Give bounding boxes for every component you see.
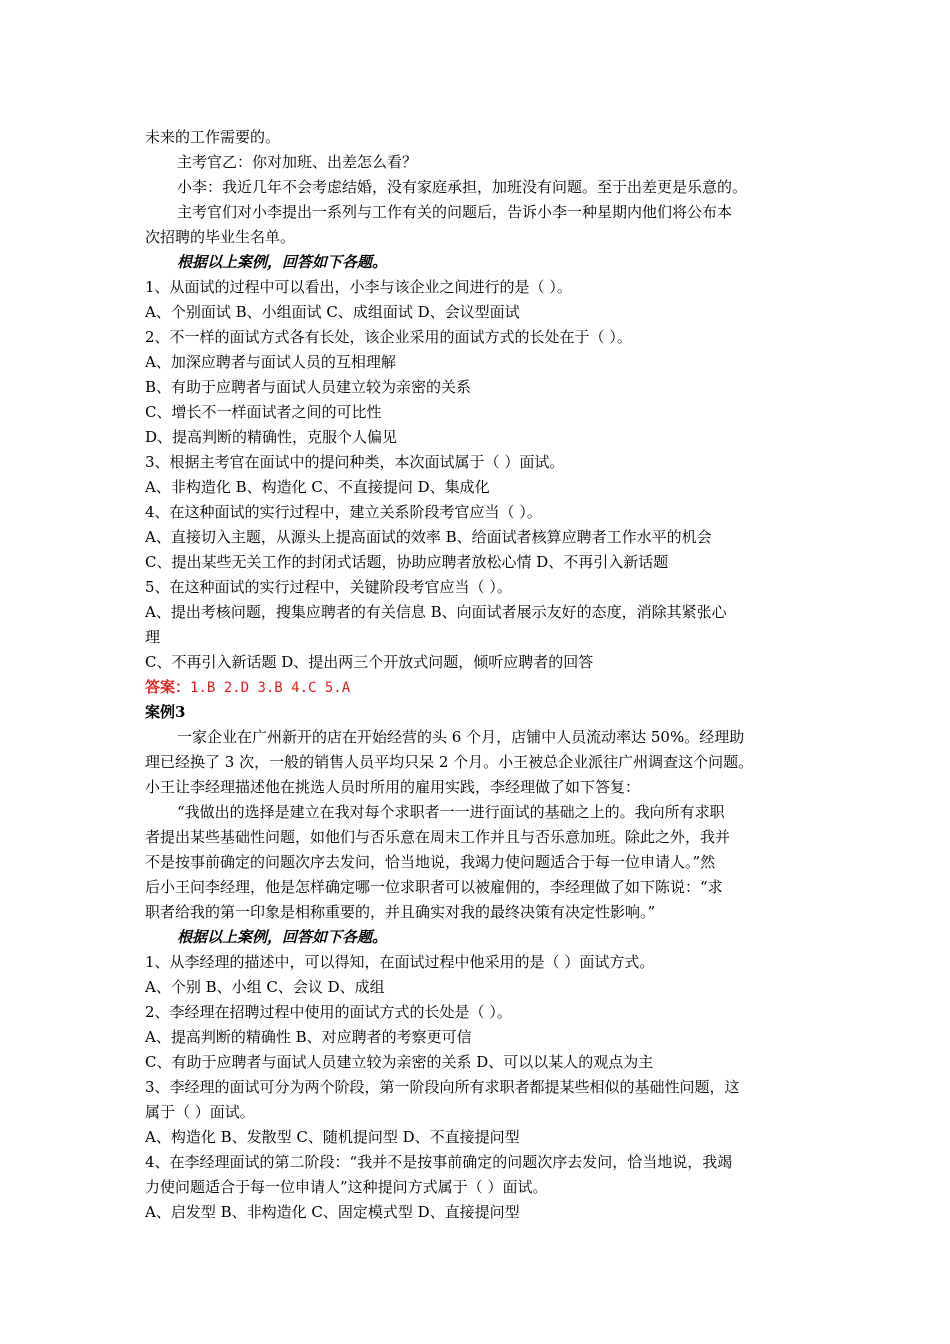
case3-question-line: 3、李经理的面试可分为两个阶段，第一阶段向所有求职者都提某些相似的基础性问题，这 xyxy=(145,1078,740,1096)
case2-option-line: D、提高判断的精确性，克服个人偏见 xyxy=(145,428,398,446)
answer-label: 答案： xyxy=(145,678,191,696)
case2-question-line: 4、在这种面试的实行过程中，建立关系阶段考官应当（ ）。 xyxy=(145,503,542,521)
case2-option-line: A、个别面试 B、小组面试 C、成组面试 D、会议型面试 xyxy=(145,303,520,321)
answer-value: 1.B 2.D 3.B 4.C 5.A xyxy=(190,680,351,696)
case3-option-line: A、启发型 B、非构造化 C、固定模式型 D、直接提问型 xyxy=(145,1203,520,1221)
case3-quote-line: 后小王问李经理，他是怎样确定哪一位求职者可以被雇佣的，李经理做了如下陈说：“求 xyxy=(145,878,723,896)
case3-paragraph-line: 小王让李经理描述他在挑选人员时所用的雇用实践，李经理做了如下答复： xyxy=(145,778,641,796)
intro-line: 次招聘的毕业生名单。 xyxy=(145,228,296,246)
case2-question-line: 1、从面试的过程中可以看出，小李与该企业之间进行的是（ ）。 xyxy=(145,278,572,296)
case3-option-line: A、提高判断的精确性 B、对应聘者的考察更可信 xyxy=(145,1028,472,1046)
case3-question-line: 4、在李经理面试的第二阶段：“我并不是按事前确定的问题次序去发问，恰当地说，我竭 xyxy=(145,1153,733,1171)
case3-title: 案例3 xyxy=(145,703,186,721)
case3-option-line: A、个别 B、小组 C、会议 D、成组 xyxy=(145,978,385,996)
case3-paragraph-line: 一家企业在广州新开的店在开始经营的头 6 个月，店铺中人员流动率达 50%。经理助 xyxy=(177,728,745,746)
case2-option-line: A、直接切入主题，从源头上提高面试的效率 B、给面试者核算应聘者工作水平的机会 xyxy=(145,528,712,546)
case3-question-line: 力使问题适合于每一位申请人”这种提问方式属于（ ）面试。 xyxy=(145,1178,548,1196)
case3-paragraph-line: 理已经换了 3 次，一般的销售人员平均只呆 2 个月。小王被总企业派往广州调查这个问题。 xyxy=(145,753,754,771)
case3-question-line: 1、从李经理的描述中，可以得知，在面试过程中他采用的是（ ）面试方式。 xyxy=(145,953,655,971)
intro-line: 主考官们对小李提出一系列与工作有关的问题后，告诉小李一种星期内他们将公布本 xyxy=(177,203,733,221)
case3-instruction: 根据以上案例，回答如下各题。 xyxy=(177,928,388,946)
case2-option-line: A、非构造化 B、构造化 C、不直接提问 D、集成化 xyxy=(145,478,490,496)
case2-question-line: 2、不一样的面试方式各有长处，该企业采用的面试方式的长处在于（ ）。 xyxy=(145,328,632,346)
case3-quote-line: “我做出的选择是建立在我对每个求职者一一进行面试的基础之上的。我向所有求职 xyxy=(177,803,725,821)
case2-option-line: B、有助于应聘者与面试人员建立较为亲密的关系 xyxy=(145,378,472,396)
case2-option-line: A、加深应聘者与面试人员的互相理解 xyxy=(145,353,396,371)
case3-option-line: C、有助于应聘者与面试人员建立较为亲密的关系 D、可以以某人的观点为主 xyxy=(145,1053,654,1071)
case2-option-line: 理 xyxy=(145,628,161,646)
case3-question-line: 属于（ ）面试。 xyxy=(145,1103,255,1121)
case2-option-line: C、增长不一样面试者之间的可比性 xyxy=(145,403,382,421)
intro-line: 主考官乙：你对加班、出差怎么看？ xyxy=(177,153,418,171)
case2-option-line: A、提出考核问题，搜集应聘者的有关信息 B、向面试者展示友好的态度，消除其紧张心 xyxy=(145,603,727,621)
case3-option-line: A、构造化 B、发散型 C、随机提问型 D、不直接提问型 xyxy=(145,1128,520,1146)
answer-line xyxy=(145,677,825,698)
case3-quote-line: 不是按事前确定的问题次序去发问，恰当地说，我竭力使问题适合于每一位申请人。”然 xyxy=(145,853,716,871)
case2-question-line: 5、在这种面试的实行过程中，关键阶段考官应当（ ）。 xyxy=(145,578,512,596)
case3-quote-line: 者提出某些基础性问题，如他们与否乐意在周末工作并且与否乐意加班。除此之外，我并 xyxy=(145,828,731,846)
case2-question-line: 3、根据主考官在面试中的提问种类，本次面试属于（ ）面试。 xyxy=(145,453,565,471)
case2-option-line: C、提出某些无关工作的封闭式话题，协助应聘者放松心情 D、不再引入新话题 xyxy=(145,553,669,571)
intro-line: 未来的工作需要的。 xyxy=(145,128,281,146)
case3-question-line: 2、李经理在招聘过程中使用的面试方式的长处是（ ）。 xyxy=(145,1003,512,1021)
case2-option-line: C、不再引入新话题 D、提出两三个开放式问题，倾听应聘者的回答 xyxy=(145,653,594,671)
intro-line: 小李：我近几年不会考虑结婚，没有家庭承担，加班没有问题。至于出差更是乐意的。 xyxy=(177,178,748,196)
case3-quote-line: 职者给我的第一印象是相称重要的，并且确实对我的最终决策有决定性影响。” xyxy=(145,903,656,921)
case2-instruction: 根据以上案例，回答如下各题。 xyxy=(177,253,388,271)
